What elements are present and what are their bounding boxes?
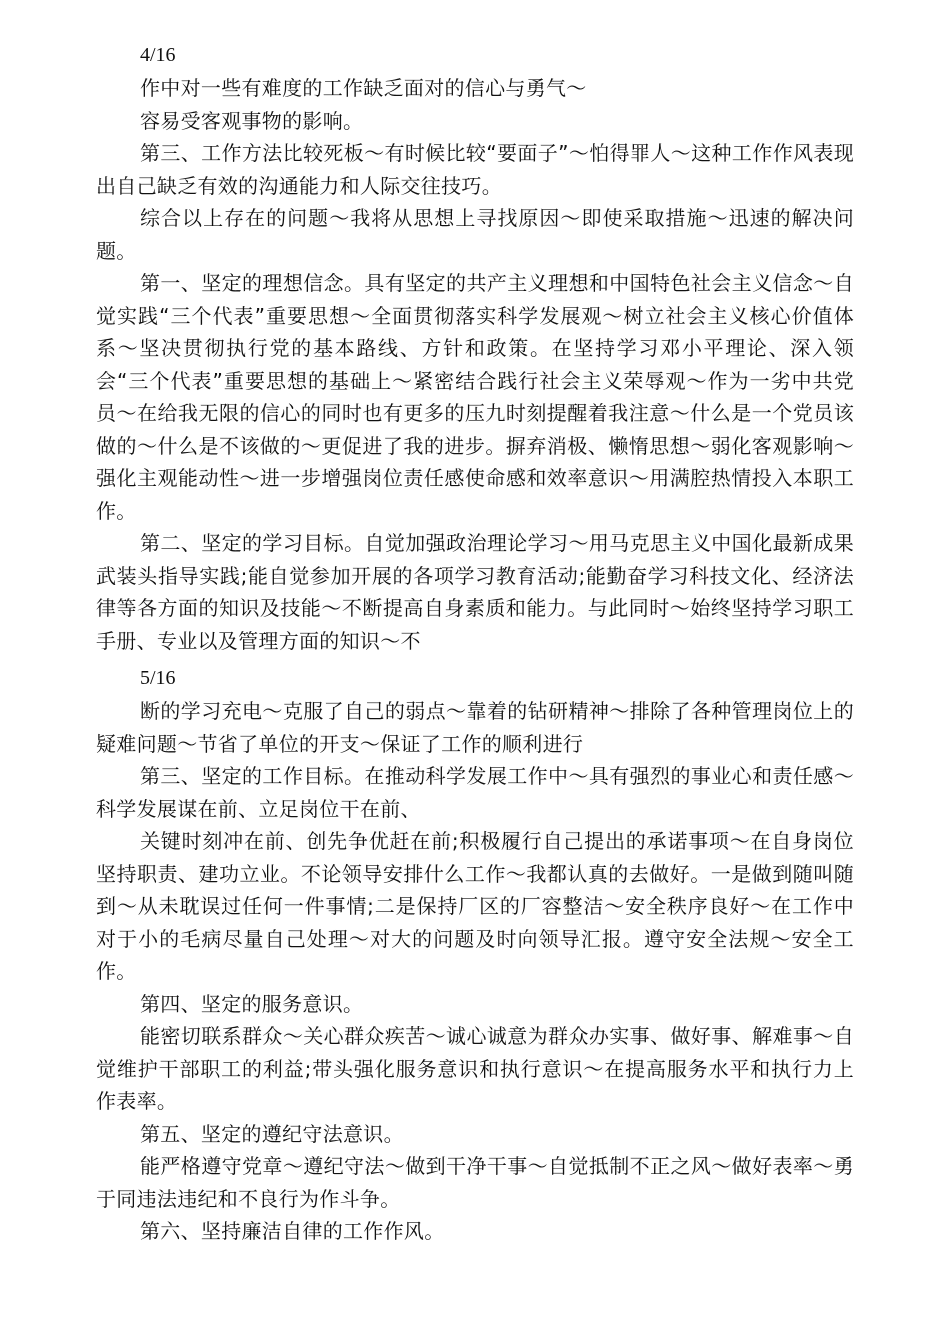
page-number: 4/16 xyxy=(140,44,176,66)
paragraph: 第二、坚定的学习目标。自觉加强政治理论学习〜用马克思主义中国化最新成果武装头指导实践;能自觉参加开展的各项学习教育活动;能勤奋学习科技文化、经济法律等各方面的知识及技能〜不断提高自身素质和能力。与此同时〜始终坚持学习职工手册、专业以及管理方面的知识〜不 xyxy=(96,531,854,653)
paragraph: 作中对一些有难度的工作缺乏面对的信心与勇气〜 xyxy=(140,76,587,100)
paragraph: 关键时刻冲在前、创先争优赶在前;积极履行自己提出的承诺事项〜在自身岗位坚持职责、建功立业。不论领导安排什么工作〜我都认真的去做好。一是做到随叫随到〜从未耽误过任何一件事情;二是保持厂区的厂容整洁〜安全秩序良好〜在工作中对于小的毛病尽量自己处理〜对大的问题及时向领导汇报。遵守安全法规〜安全工作。 xyxy=(96,829,854,983)
paragraph: 第三、坚定的工作目标。在推动科学发展工作中〜具有强烈的事业心和责任感〜科学发展谋在前、立足岗位干在前、 xyxy=(96,764,854,821)
paragraph: 第三、工作方法比较死板〜有时候比较“要面子”〜怕得罪人〜这种工作作风表现出自己缺乏有效的沟通能力和人际交往技巧。 xyxy=(96,141,854,198)
paragraph: 综合以上存在的问题〜我将从思想上寻找原因〜即使采取措施〜迅速的解决问题。 xyxy=(96,206,854,263)
paragraph: 第六、坚持廉洁自律的工作作风。 xyxy=(140,1219,445,1243)
paragraph: 能严格遵守党章〜遵纪守法〜做到干净干事〜自觉抵制不正之风〜做好表率〜勇于同违法违纪和不良行为作斗争。 xyxy=(96,1154,854,1211)
paragraph: 第五、坚定的遵纪守法意识。 xyxy=(140,1121,404,1146)
paragraph: 第四、坚定的服务意识。 xyxy=(140,991,364,1016)
paragraph: 断的学习充电〜克服了自己的弱点〜靠着的钻研精神〜排除了各种管理岗位上的疑难问题〜节省了单位的开支〜保证了工作的顺利进行 xyxy=(96,699,854,756)
paragraph: 能密切联系群众〜关心群众疾苦〜诚心诚意为群众办实事、做好事、解难事〜自觉维护干部职工的利益;带头强化服务意识和执行意识〜在提高服务水平和执行力上作表率。 xyxy=(96,1024,854,1113)
page-number: 5/16 xyxy=(140,667,176,689)
paragraph: 容易受客观事物的影响。 xyxy=(140,108,364,133)
paragraph: 第一、坚定的理想信念。具有坚定的共产主义理想和中国特色社会主义信念〜自觉实践“三个代表”重要思想〜全面贯彻落实科学发展观〜树立社会主义核心价值体系〜坚决贯彻执行党的基本路线、方针和政策。在坚持学习邓小平理论、深入领会“三个代表”重要思想的基础上〜紧密结合践行社会主义荣辱观〜作为一劣中共党员〜在给我无限的信心的同时也有更多的压九时刻提醒着我注意〜什么是一个党员该做的〜什么是不该做的〜更促进了我的进步。摒弃消极、懒惰思想〜弱化客观影响〜强化主观能动性〜进一步增强岗位责任感使命感和效率意识〜用满腔热情投入本职工作。 xyxy=(96,271,854,523)
